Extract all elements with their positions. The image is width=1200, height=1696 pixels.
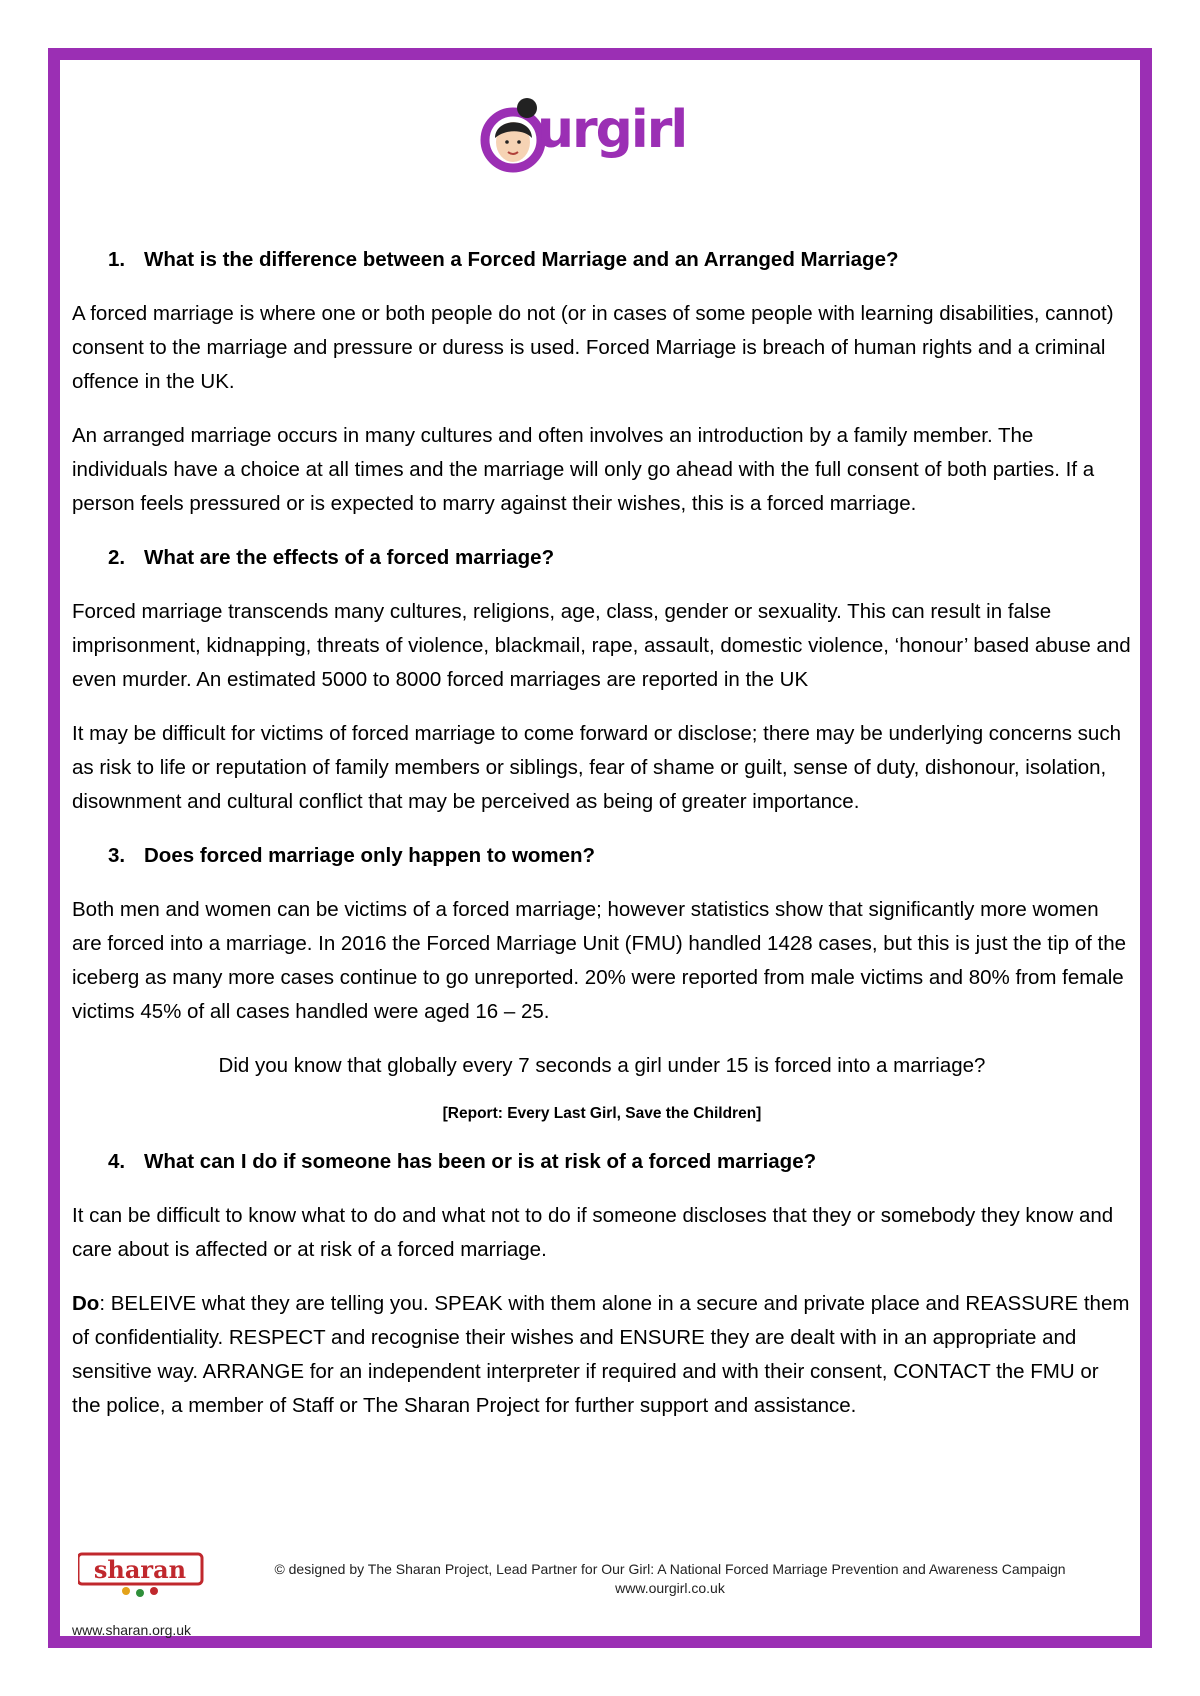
sharan-logo-icon: [78, 1550, 208, 1598]
paragraph: A forced marriage is where one or both people do not (or in cases of some people with learning disabilities, cannot) consent to the marriage and pressure or duress is used. Forced Marriage is breach of human rights and a criminal offence in the UK.: [72, 302, 1114, 393]
do-paragraph: [72, 1287, 1132, 1423]
section-2-heading: [72, 541, 1132, 575]
do-label: Do: [72, 1292, 100, 1315]
callout-source: [Report: Every Last Girl, Save the Children]: [442, 1105, 762, 1122]
ourgirl-url[interactable]: www.ourgirl.co.uk: [615, 1580, 725, 1596]
footer-credit: © designed by The Sharan Project, Lead Partner for Our Girl: A National Forced Marriage Prevention and Awareness Campaign: [274, 1561, 1066, 1577]
sharan-logo: [78, 1550, 208, 1598]
paragraph: It may be difficult for victims of forced marriage to come forward or disclose; there may be underlying concerns such as risk to life or reputation of family members or siblings, fear of shame or guilt, sense of duty, dishonour, isolation, disownment and cultural conflict that may be perceived as being of greater importance.: [72, 722, 1121, 813]
section-title: What are the effects of a forced marriage?: [144, 546, 555, 569]
logo-wordmark: urgirl: [537, 100, 687, 160]
section-title: What is the difference between a Forced Marriage and an Arranged Marriage?: [144, 248, 899, 271]
section-number: 4.: [108, 1150, 126, 1173]
section-1-heading: [72, 243, 1132, 277]
paragraph: Both men and women can be victims of a forced marriage; however statistics show that significantly more women are forced into a marriage. In 2016 the Forced Marriage Unit (FMU) handled 1428 cases, but this is just the tip of the iceberg as many more cases continue to go unreported. 20% were reported from male victims and 80% from female victims 45% of all cases handled were aged 16 – 25.: [72, 898, 1127, 1023]
paragraph: It can be difficult to know what to do and what not to do if someone discloses that they or somebody they know and care about is affected or at risk of a forced marriage.: [72, 1204, 1114, 1261]
section-title: What can I do if someone has been or is at risk of a forced marriage?: [144, 1150, 817, 1173]
did-you-know-callout: Did you know that globally every 7 seconds a girl under 15 is forced into a marriage?: [218, 1054, 986, 1077]
section-number: 3.: [108, 844, 126, 867]
section-title: Does forced marriage only happen to women?: [144, 844, 596, 867]
sharan-url[interactable]: www.sharan.org.uk: [72, 1622, 192, 1638]
section-number: 2.: [108, 546, 126, 569]
article-body: [72, 243, 1132, 1443]
ourgirl-logo: [477, 92, 717, 184]
paragraph: Forced marriage transcends many cultures, religions, age, class, gender or sexuality. This can result in false imprisonment, kidnapping, threats of violence, blackmail, rape, assault, domestic violence, ‘honour’ based abuse and even murder. An estimated 5000 to 8000 forced marriages are reported in the UK: [72, 600, 1131, 691]
section-number: 1.: [108, 248, 126, 271]
section-3-heading: [72, 839, 1132, 873]
do-text: : BELEIVE what they are telling you. SPEAK with them alone in a secure and private place and REASSURE them of confidentiality. RESPECT and recognise their wishes and ENSURE they are dealt with in an appropriate and sensitive way. ARRANGE for an independent interpreter if required and with their consent, CONTACT the FMU or the police, a member of Staff or The Sharan Project for further support and assistance.: [72, 1292, 1130, 1417]
section-4-heading: [72, 1145, 1132, 1179]
paragraph: An arranged marriage occurs in many cultures and often involves an introduction by a family member. The individuals have a choice at all times and the marriage will only go ahead with the full consent of both parties. If a person feels pressured or is expected to marry against their wishes, this is a forced marriage.: [72, 424, 1095, 515]
sharan-logo-text: sharan: [93, 1555, 187, 1584]
